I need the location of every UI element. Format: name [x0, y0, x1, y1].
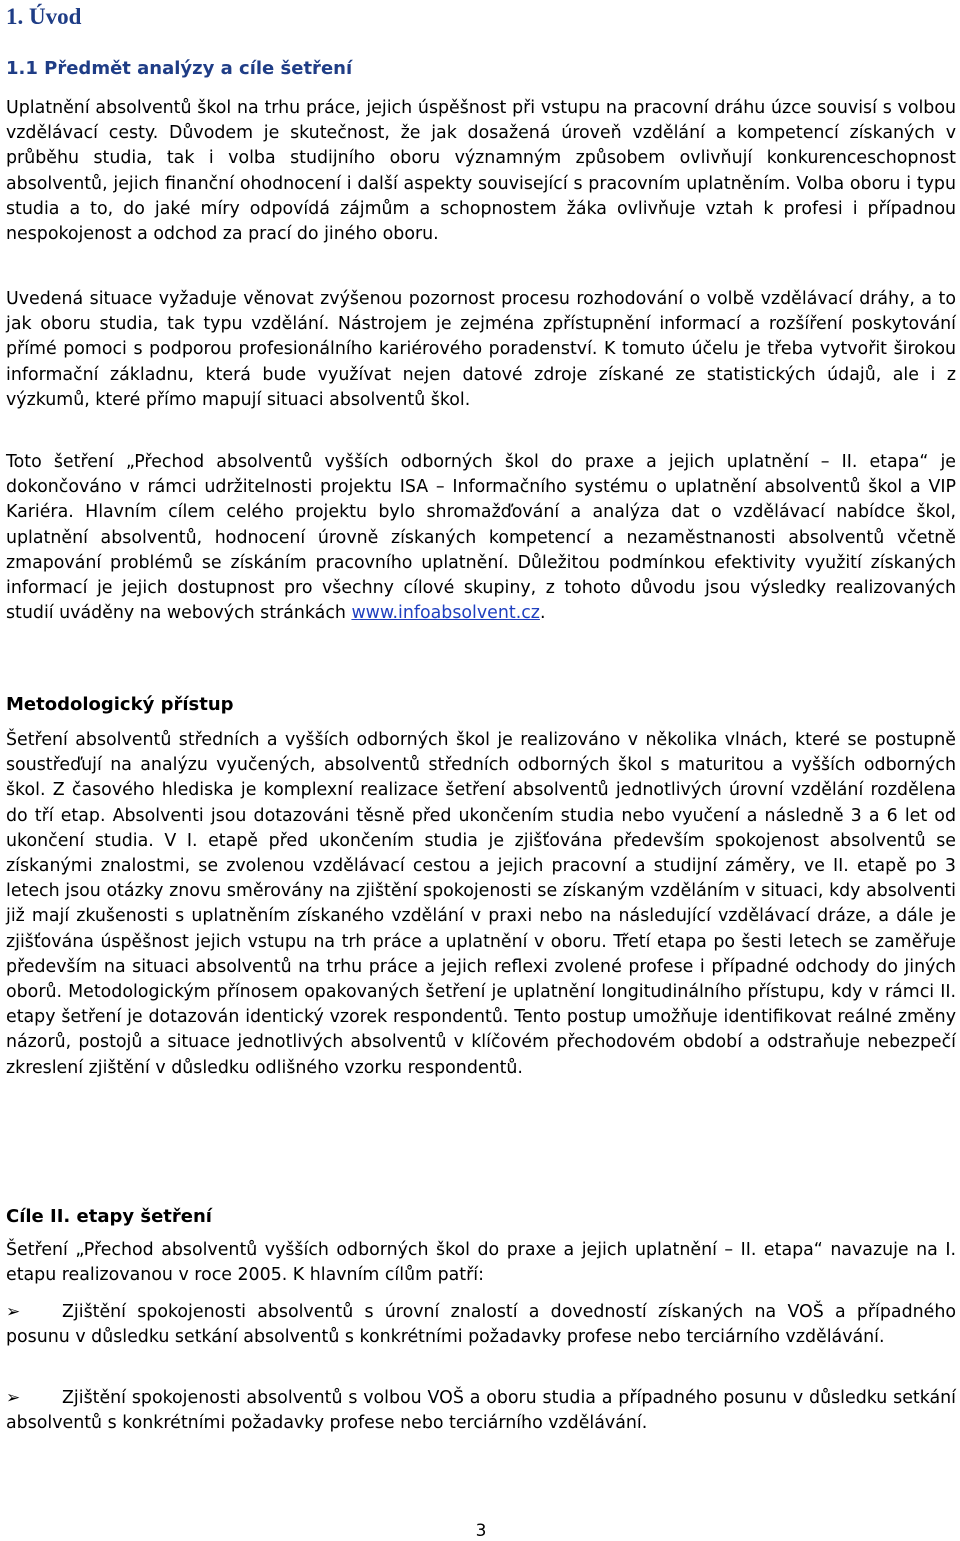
intro-paragraph-1: Uplatnění absolventů škol na trhu práce, jejich úspěšnost při vstupu na pracovní dráhu úzce souvisí s volbou vzdělávací cesty. Důvodem je skutečnost, že jak dosažená úroveň vzdělání a kompetencí získaných v průběhu studia, tak i volba studijního oboru významným způsobem ovlivňují konkurenceschopnost absolventů, jejich finanční ohodnocení i další aspekty související s pracovním uplatněním. Volba oboru i typu studia a to, do jaké míry odpovídá zájmům a schopnostem žáka ovlivňuje vztah k profesi i případnou nespokojenost a odchod za prací do jiného oboru. [6, 98, 956, 245]
arrow-bullet-icon: ➢ [6, 1302, 21, 1322]
intro-paragraph-2: Uvedená situace vyžaduje věnovat zvýšenou pozornost procesu rozhodování o volbě vzdělávací dráhy, a to jak oboru studia, tak typu vzdělání. Nástrojem je zejména zpřístupnění informací a rozšíření poskytování přímé pomoci s podporou profesionálního kariérového poradenství. K tomuto účelu je třeba vytvořit širokou informační základnu, která bude využívat nejen datové zdroje získané ze statistických údajů, ale i z výzkumů, které přímo mapují situaci absolventů škol. [6, 289, 956, 410]
intro-paragraph-3 [6, 450, 956, 626]
arrow-bullet-icon: ➢ [6, 1388, 21, 1408]
methodology-paragraph: Šetření absolventů středních a vyšších odborných škol je realizováno v několika vlnách, které se postupně soustřeďují na analýzu vyučených, absolventů středních odborných škol s maturitou a vyšších odborných škol. Z časového hlediska je komplexní realizace šetření absolventů jednotlivých úrovní vzdělání rozdělena do tří etap. Absolventi jsou dotazováni těsně před ukončením studia nebo vyučení a následně 3 a 6 let od ukončení studia. V I. etapě před ukončením studia je zjišťována především spokojenost absolventů se získanými znalostmi, se zvolenou vzdělávací cestou a jejich pracovní a studijní záměry, ve II. etapě po 3 letech jsou otázky znovu směrovány na zjištění spokojenosti se získaným vzděláním v situaci, kdy absolventi již mají zkušenosti s uplatněním získaného vzdělání v praxi nebo na následující vzdělávací dráze, a dále je zjišťována úspěšnost jejich vstupu na trh práce a uplatnění v oboru. Třetí etapa po šesti letech se zaměřuje především na situaci absolventů na trhu práce a jejich reflexi zvolené profese i případné odchody do jiných oborů. Metodologickým přínosem opakovaných šetření je uplatnění longitudinálního přístupu, kdy v rámci II. etapy šetření je dotazován identický vzorek respondentů. Tento postup umožňuje identifikovat reálné změny názorů, postojů a situace jednotlivých absolventů v klíčovém přechodovém období a odstraňuje nebezpečí zkreslení zjištění v důsledku odlišného vzorku respondentů. [6, 730, 956, 1078]
goal-item-text: Zjištění spokojenosti absolventů s úrovní znalostí a dovedností získaných na VOŠ a případného posunu v důsledku setkání absolventů s konkrétními požadavky profese nebo terciárního vzdělávání. [6, 1302, 956, 1348]
chapter-heading: 1. Úvod [6, 4, 82, 29]
intro-paragraph-3-end: . [539, 603, 546, 624]
goal-list-item [6, 1300, 956, 1350]
goals-heading: Cíle II. etapy šetření [6, 1206, 212, 1227]
infoabsolvent-link[interactable]: www.infoabsolvent.cz [351, 603, 540, 624]
intro-paragraph-3-text: Toto šetření „Přechod absolventů vyšších odborných škol do praxe a jejich uplatnění – II. etapa“ je dokončováno v rámci udržitelnosti projektu ISA – Informačního systému o uplatnění absolventů škol a VIP Kariéra. Hlavním cílem celého projektu bylo shromažďování a analýza dat o vzdělávací nabídce škol, uplatnění absolventů, hodnocení úrovně získaných kompetencí a nezaměstnanosti absolventů včetně zmapování problémů se získáním pracovního uplatnění. Důležitou podmínkou efektivity využití získaných informací je jejich dostupnost pro všechny cílové skupiny, z tohoto důvodu jsou výsledky realizovaných studií uváděny na webových stránkách [6, 452, 956, 624]
goal-list-item [6, 1386, 956, 1436]
methodology-heading: Metodologický přístup [6, 694, 234, 715]
goals-intro-paragraph: Šetření „Přechod absolventů vyšších odborných škol do praxe a jejich uplatnění – II. etapa“ navazuje na I. etapu realizovanou v roce 2005. K hlavním cílům patří: [6, 1240, 956, 1286]
page-number: 3 [475, 1521, 487, 1541]
section-heading: 1.1 Předmět analýzy a cíle šetření [6, 58, 353, 79]
goal-item-text: Zjištění spokojenosti absolventů s volbou VOŠ a oboru studia a případného posunu v důsledku setkání absolventů s konkrétními požadavky profese nebo terciárního vzdělávání. [6, 1388, 956, 1434]
